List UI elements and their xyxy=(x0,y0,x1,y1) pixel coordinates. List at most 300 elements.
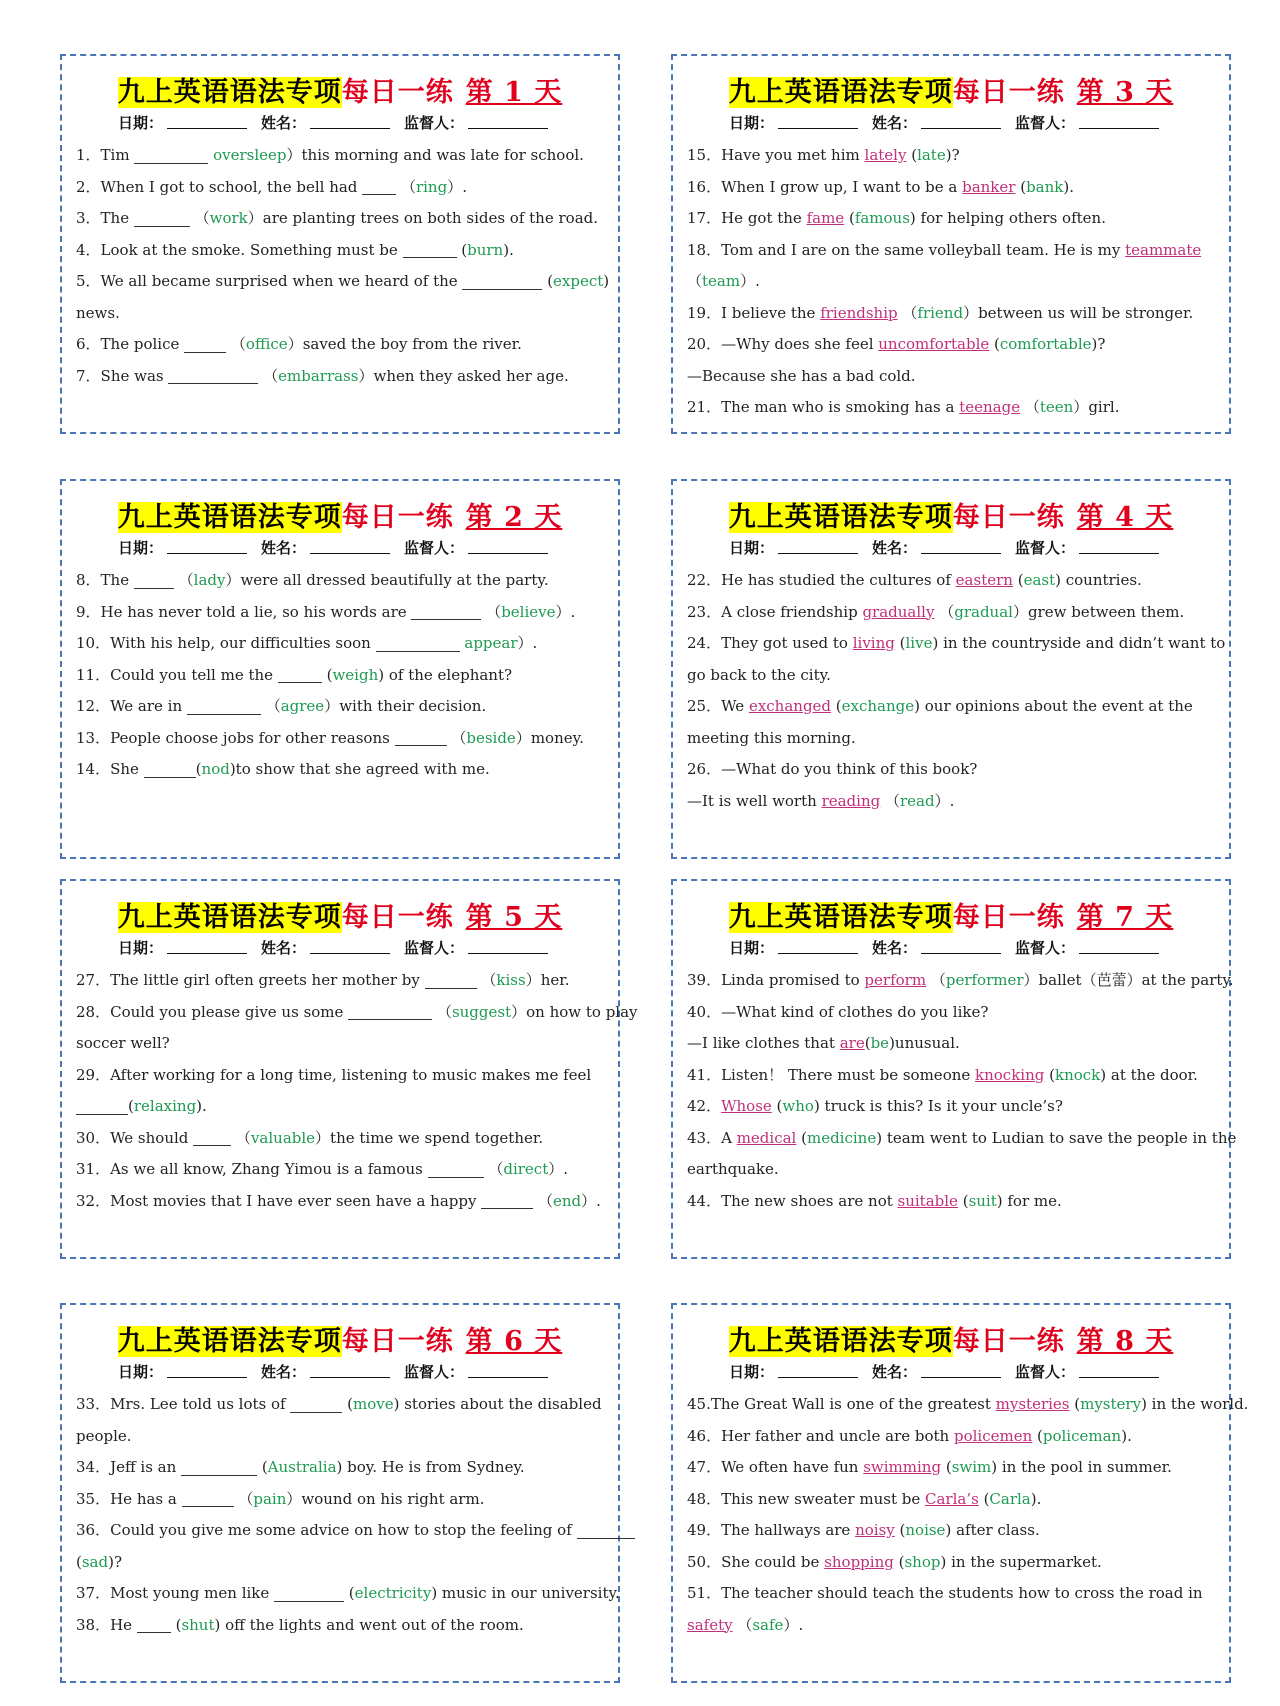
question-line xyxy=(687,1421,1219,1453)
question-text: ) stories about the disabled xyxy=(393,1395,602,1413)
question-line xyxy=(76,597,608,629)
info-row xyxy=(62,112,618,133)
answer-blank[interactable] xyxy=(187,714,261,715)
supervisor-label: 监督人： xyxy=(1015,939,1076,957)
hint-word: pain xyxy=(253,1489,287,1508)
question-text: （ xyxy=(396,177,416,196)
name-label: 姓名： xyxy=(871,939,917,957)
question-text: 34．Jeff is an xyxy=(76,1458,182,1476)
answer-blank[interactable] xyxy=(193,1145,231,1146)
hint-word: embarrass xyxy=(278,366,359,385)
hint-word: suit xyxy=(968,1191,997,1210)
question-line xyxy=(76,298,608,330)
card-title xyxy=(62,70,618,109)
hint-word: beside xyxy=(466,728,516,747)
question-text: 2．When I got to school, the bell had xyxy=(76,177,363,196)
answer-blank[interactable] xyxy=(290,1412,342,1413)
hint-word: bank xyxy=(1026,177,1064,196)
question-line xyxy=(687,329,1219,361)
hint-word: teen xyxy=(1039,398,1074,416)
question-line xyxy=(76,1091,608,1123)
question-text: 39．Linda promised to xyxy=(687,971,865,989)
answer-word: uncomfortable xyxy=(878,335,990,353)
answer-word: friendship xyxy=(820,303,898,322)
question-text: 22．He has studied the cultures of xyxy=(687,571,956,589)
hint-word: medicine xyxy=(806,1128,877,1147)
answer-word: eastern xyxy=(955,571,1013,589)
question-line xyxy=(687,723,1219,755)
question-text: 32．Most movies that I have ever seen have a happy xyxy=(76,1191,482,1210)
question-text: ( xyxy=(893,1552,905,1571)
answer-word: swimming xyxy=(863,1458,942,1476)
question-line xyxy=(687,628,1226,660)
question-text: news. xyxy=(76,303,120,322)
question-text: ( xyxy=(894,1521,906,1539)
question-text: 11．Could you tell me the xyxy=(76,665,278,684)
hint-word: believe xyxy=(501,602,556,621)
question-text: ）. xyxy=(934,791,955,810)
question-line xyxy=(76,1389,608,1421)
question-text: 8．The xyxy=(76,571,134,589)
supervisor-field[interactable] xyxy=(1079,1377,1159,1378)
question-text: ( xyxy=(456,240,468,259)
practice-card-day7 xyxy=(671,879,1237,1259)
question-text: 37．Most young men like xyxy=(76,1584,275,1602)
hint-word: east xyxy=(1023,571,1056,589)
question-line xyxy=(76,266,608,298)
question-line xyxy=(76,754,608,786)
date-field[interactable] xyxy=(167,553,247,554)
question-text: )? xyxy=(108,1552,123,1571)
name-field[interactable] xyxy=(310,128,390,129)
hint-word: work xyxy=(209,209,248,227)
answer-blank[interactable] xyxy=(144,777,196,778)
question-line xyxy=(687,203,1219,235)
practice-card-day8 xyxy=(671,1303,1249,1683)
card-title xyxy=(62,1319,618,1358)
question-list xyxy=(687,965,1237,1217)
question-text: )? xyxy=(1091,335,1106,353)
date-field[interactable] xyxy=(778,128,858,129)
question-text: ( xyxy=(257,1458,268,1476)
answer-blank[interactable] xyxy=(462,289,542,290)
hint-word: knock xyxy=(1055,1065,1101,1084)
supervisor-field[interactable] xyxy=(468,1377,548,1378)
question-text: ) for helping others often. xyxy=(909,209,1106,227)
date-label: 日期： xyxy=(728,939,774,957)
question-text: ）on how to play xyxy=(511,1002,638,1021)
question-text: ）her. xyxy=(525,971,570,989)
title-daily: 每日一练 xyxy=(952,1326,1065,1357)
answer-blank[interactable] xyxy=(403,257,457,258)
hint-word: who xyxy=(782,1097,814,1115)
answer-blank[interactable] xyxy=(134,163,208,164)
answer-word: fame xyxy=(806,209,845,227)
question-text: ）were all dressed beautifully at the party. xyxy=(225,571,549,589)
hint-word: shut xyxy=(181,1615,215,1634)
supervisor-label: 监督人： xyxy=(1015,114,1076,132)
question-text: 45.The Great Wall is one of the greatest xyxy=(687,1395,996,1413)
supervisor-field[interactable] xyxy=(1079,553,1159,554)
supervisor-field[interactable] xyxy=(1079,953,1159,954)
hint-word: late xyxy=(917,146,946,164)
title-day: 第 4 天 xyxy=(1076,502,1174,533)
question-text: ( xyxy=(1012,571,1024,589)
question-line xyxy=(687,565,1219,597)
question-text: ( xyxy=(1015,177,1027,196)
answer-word: Carla’s xyxy=(925,1489,979,1508)
title-daily: 每日一练 xyxy=(341,1326,454,1357)
question-text: ( xyxy=(1032,1426,1043,1445)
question-text: （ xyxy=(533,1191,553,1210)
question-line xyxy=(687,1484,1219,1516)
question-text: ( xyxy=(941,1458,952,1476)
title-subject: 九上英语语法专项 xyxy=(117,902,342,933)
question-text: ) of the elephant? xyxy=(378,665,513,684)
hint-word: famous xyxy=(854,209,910,227)
name-field[interactable] xyxy=(921,553,1001,554)
hint-word: appear xyxy=(464,634,518,652)
question-text: ). xyxy=(1121,1426,1132,1445)
question-text: 27．The little girl often greets her mother by xyxy=(76,971,425,989)
hint-word: policeman xyxy=(1042,1426,1122,1445)
question-text: ) in the pool in summer. xyxy=(991,1458,1172,1476)
date-field[interactable] xyxy=(778,1377,858,1378)
title-daily: 每日一练 xyxy=(341,902,454,933)
question-text: ( xyxy=(989,335,1000,353)
title-subject: 九上英语语法专项 xyxy=(728,902,953,933)
question-line xyxy=(76,1578,620,1610)
question-text: —Because she has a bad cold. xyxy=(687,366,916,385)
question-line xyxy=(76,565,608,597)
question-text: soccer well? xyxy=(76,1034,170,1052)
supervisor-field[interactable] xyxy=(468,953,548,954)
answer-blank[interactable] xyxy=(184,352,226,353)
question-text: ）. xyxy=(447,177,467,196)
card-title xyxy=(673,495,1229,534)
question-text: 25．We xyxy=(687,697,749,715)
hint-word: weigh xyxy=(332,665,379,684)
question-text: ) team went to Ludian to save the people in the xyxy=(876,1128,1237,1147)
question-list xyxy=(76,565,608,786)
question-line xyxy=(76,1186,608,1218)
answer-word: mysteries xyxy=(995,1395,1070,1413)
question-text: ）. xyxy=(740,272,760,290)
hint-word: suggest xyxy=(451,1002,512,1021)
date-field[interactable] xyxy=(778,553,858,554)
title-daily: 每日一练 xyxy=(952,502,1065,533)
answer-blank[interactable] xyxy=(76,1114,128,1115)
hint-word: comfortable xyxy=(999,335,1092,353)
answer-word: perform xyxy=(864,971,927,989)
practice-card-day1 xyxy=(60,54,620,434)
question-line xyxy=(76,361,608,393)
date-label: 日期： xyxy=(728,1363,774,1381)
question-text: people. xyxy=(76,1426,132,1445)
question-text: 17．He got the xyxy=(687,209,807,227)
hint-word: performer xyxy=(945,971,1024,989)
question-line xyxy=(76,1452,608,1484)
hint-word: burn xyxy=(467,240,504,259)
title-day: 第 5 天 xyxy=(465,902,563,933)
question-list xyxy=(687,140,1219,424)
answer-blank[interactable] xyxy=(274,1601,344,1602)
question-text: —It is well worth xyxy=(687,791,822,810)
question-line xyxy=(687,392,1219,424)
question-text: 38．He xyxy=(76,1615,137,1634)
date-label: 日期： xyxy=(117,939,163,957)
hint-word: shop xyxy=(904,1552,941,1571)
hint-word: electricity xyxy=(354,1584,432,1602)
answer-blank[interactable] xyxy=(395,745,447,746)
date-field[interactable] xyxy=(167,128,247,129)
question-text: （ xyxy=(226,335,246,353)
question-line xyxy=(687,965,1234,997)
question-text: （ xyxy=(233,1489,254,1508)
question-text: ) music in our university. xyxy=(431,1584,620,1602)
question-text: （ xyxy=(446,728,467,747)
question-text: （ xyxy=(476,971,497,989)
title-daily: 每日一练 xyxy=(952,902,1065,933)
supervisor-label: 监督人： xyxy=(404,1363,465,1381)
info-row xyxy=(62,937,618,958)
practice-card-day2 xyxy=(60,479,620,859)
question-line xyxy=(76,691,608,723)
question-line xyxy=(76,235,608,267)
answer-blank[interactable] xyxy=(134,588,174,589)
question-text: 48．This new sweater must be xyxy=(687,1489,925,1508)
card-title xyxy=(62,895,618,934)
date-label: 日期： xyxy=(117,114,163,132)
name-label: 姓名： xyxy=(871,539,917,557)
title-subject: 九上英语语法专项 xyxy=(117,1326,342,1357)
question-line xyxy=(687,298,1219,330)
question-text: 9．He has never told a lie, so his words are xyxy=(76,602,412,621)
question-list xyxy=(76,965,638,1217)
name-label: 姓名： xyxy=(260,1363,306,1381)
supervisor-field[interactable] xyxy=(468,553,548,554)
question-text: （ xyxy=(687,272,703,290)
practice-card-day5 xyxy=(60,879,638,1259)
question-text: （ xyxy=(483,1160,504,1178)
question-text: （ xyxy=(1020,398,1040,416)
question-line xyxy=(76,997,638,1029)
title-day: 第 8 天 xyxy=(1076,1326,1174,1357)
question-text: ( xyxy=(796,1128,807,1147)
title-subject: 九上英语语法专项 xyxy=(117,502,342,533)
question-text: 46．Her father and uncle are both xyxy=(687,1426,954,1445)
question-text: 12．We are in xyxy=(76,697,187,715)
practice-card-day3 xyxy=(671,54,1231,434)
title-day: 第 6 天 xyxy=(465,1326,563,1357)
answer-blank[interactable] xyxy=(481,1208,533,1209)
question-text: 15．Have you met him xyxy=(687,146,865,164)
name-field[interactable] xyxy=(921,1377,1001,1378)
hint-word: swim xyxy=(951,1458,992,1476)
question-text: ( xyxy=(1069,1395,1081,1413)
hint-word: sad xyxy=(81,1552,109,1571)
hint-word: gradual xyxy=(954,602,1013,621)
question-line xyxy=(687,140,1219,172)
question-text: ) off the lights and went out of the room. xyxy=(214,1615,524,1634)
answer-word: reading xyxy=(821,791,881,810)
question-text: （ xyxy=(260,697,281,715)
question-text: （ xyxy=(258,366,279,385)
question-text: ( xyxy=(894,634,906,652)
question-line xyxy=(687,1389,1249,1421)
question-list xyxy=(76,1389,620,1641)
answer-word: are xyxy=(839,1034,865,1052)
question-text: 36．Could you give me some advice on how to stop the feeling of xyxy=(76,1521,577,1539)
answer-blank[interactable] xyxy=(428,1177,484,1178)
card-title xyxy=(673,70,1229,109)
question-text: 14．She xyxy=(76,760,144,778)
answer-blank[interactable] xyxy=(182,1506,234,1507)
question-line xyxy=(687,691,1219,723)
question-text: 30．We should xyxy=(76,1128,194,1147)
question-text: )to show that she agreed with me. xyxy=(229,760,490,778)
question-text: ( xyxy=(1044,1065,1055,1084)
question-text: ( xyxy=(957,1191,969,1210)
supervisor-label: 监督人： xyxy=(404,539,465,557)
answer-blank[interactable] xyxy=(376,651,460,652)
answer-word: lately xyxy=(864,146,907,164)
question-line xyxy=(76,1547,608,1579)
question-text: ）girl. xyxy=(1073,398,1120,416)
question-line xyxy=(76,1154,608,1186)
answer-word: teammate xyxy=(1125,240,1202,259)
supervisor-label: 监督人： xyxy=(1015,1363,1076,1381)
supervisor-label: 监督人： xyxy=(404,939,465,957)
question-text: 33．Mrs. Lee told us lots of xyxy=(76,1395,291,1413)
hint-word: move xyxy=(352,1395,394,1413)
date-field[interactable] xyxy=(778,953,858,954)
answer-word: suitable xyxy=(897,1191,958,1210)
question-text: 44．The new shoes are not xyxy=(687,1191,898,1210)
answer-blank[interactable] xyxy=(425,988,477,989)
question-line xyxy=(687,1610,1219,1642)
question-text: ）the time we spend together. xyxy=(315,1128,544,1147)
question-text: 23．A close friendship xyxy=(687,602,863,621)
name-label: 姓名： xyxy=(260,939,306,957)
question-text: ). xyxy=(196,1097,207,1115)
name-field[interactable] xyxy=(310,553,390,554)
question-line xyxy=(76,140,608,172)
question-line xyxy=(687,1547,1219,1579)
answer-blank[interactable] xyxy=(348,1019,432,1020)
name-label: 姓名： xyxy=(871,114,917,132)
answer-blank[interactable] xyxy=(362,194,396,195)
supervisor-field[interactable] xyxy=(468,128,548,129)
question-text: ）with their decision. xyxy=(324,697,487,715)
question-text: ) in the countryside and didn’t want to xyxy=(932,634,1226,652)
title-subject: 九上英语语法专项 xyxy=(117,77,342,108)
question-text: ( xyxy=(831,697,842,715)
question-text: ). xyxy=(503,240,514,259)
answer-blank[interactable] xyxy=(134,226,190,227)
answer-word: shopping xyxy=(824,1552,894,1571)
question-text: 28．Could you please give us some xyxy=(76,1002,349,1021)
question-text: ）this morning and was late for school. xyxy=(286,146,584,164)
question-text: 18．Tom and I are on the same volleyball team. He is my xyxy=(687,240,1126,259)
answer-word: noisy xyxy=(855,1521,895,1539)
question-text: meeting this morning. xyxy=(687,728,856,747)
question-list xyxy=(687,565,1226,817)
question-text: —I like clothes that xyxy=(687,1034,840,1052)
date-label: 日期： xyxy=(728,539,774,557)
question-text: 6．The police xyxy=(76,335,185,353)
answer-blank[interactable] xyxy=(411,619,481,620)
question-text: ）between us will be stronger. xyxy=(963,303,1194,322)
name-label: 姓名： xyxy=(260,114,306,132)
question-line xyxy=(76,1123,608,1155)
answer-blank[interactable] xyxy=(137,1632,171,1633)
date-field[interactable] xyxy=(167,953,247,954)
title-day: 第 3 天 xyxy=(1076,77,1174,108)
question-text: 1．Tim xyxy=(76,146,135,164)
name-field[interactable] xyxy=(921,128,1001,129)
question-text: 3．The xyxy=(76,209,134,227)
supervisor-field[interactable] xyxy=(1079,128,1159,129)
question-text: ( xyxy=(321,665,333,684)
question-text: ) in the supermarket. xyxy=(940,1552,1102,1571)
question-text: 24．They got used to xyxy=(687,634,853,652)
question-text: ) boy. He is from Sydney. xyxy=(336,1458,525,1476)
question-line xyxy=(687,1123,1237,1155)
question-text: ) at the door. xyxy=(1100,1065,1198,1084)
answer-blank[interactable] xyxy=(577,1538,635,1539)
hint-word: kiss xyxy=(496,971,526,989)
question-text: ）grew between them. xyxy=(1012,602,1185,621)
hint-word: live xyxy=(905,634,933,652)
practice-card-day6 xyxy=(60,1303,620,1683)
answer-blank[interactable] xyxy=(168,383,258,384)
question-text: 16．When I grow up, I want to be a xyxy=(687,177,963,196)
hint-word: read xyxy=(900,791,935,810)
title-daily: 每日一练 xyxy=(952,77,1065,108)
question-text: 49．The hallways are xyxy=(687,1521,856,1539)
question-line xyxy=(687,754,1219,786)
question-line xyxy=(687,786,1219,818)
question-text: ）. xyxy=(517,634,538,652)
answer-word: medical xyxy=(736,1128,797,1147)
question-text: ）are planting trees on both sides of the road. xyxy=(247,209,599,227)
name-field[interactable] xyxy=(310,953,390,954)
question-text: ( xyxy=(195,760,202,778)
hint-word: team xyxy=(702,272,741,290)
question-text: ) for me. xyxy=(996,1191,1062,1210)
question-text: ）. xyxy=(548,1160,569,1178)
name-field[interactable] xyxy=(921,953,1001,954)
question-line xyxy=(687,1452,1219,1484)
answer-blank[interactable] xyxy=(278,682,322,683)
question-text: ) countries. xyxy=(1055,571,1142,589)
name-field[interactable] xyxy=(310,1377,390,1378)
question-text: ）money. xyxy=(515,728,584,747)
question-text: ）. xyxy=(783,1615,804,1634)
question-text: （ xyxy=(173,571,194,589)
date-field[interactable] xyxy=(167,1377,247,1378)
question-text: ). xyxy=(1063,177,1074,196)
hint-word: friend xyxy=(917,303,964,322)
question-line xyxy=(687,361,1219,393)
question-line xyxy=(687,172,1219,204)
question-text: )unusual. xyxy=(889,1034,960,1052)
answer-word: banker xyxy=(962,177,1016,196)
question-text: （ xyxy=(189,209,210,227)
question-line xyxy=(687,1028,1219,1060)
answer-blank[interactable] xyxy=(181,1475,257,1476)
